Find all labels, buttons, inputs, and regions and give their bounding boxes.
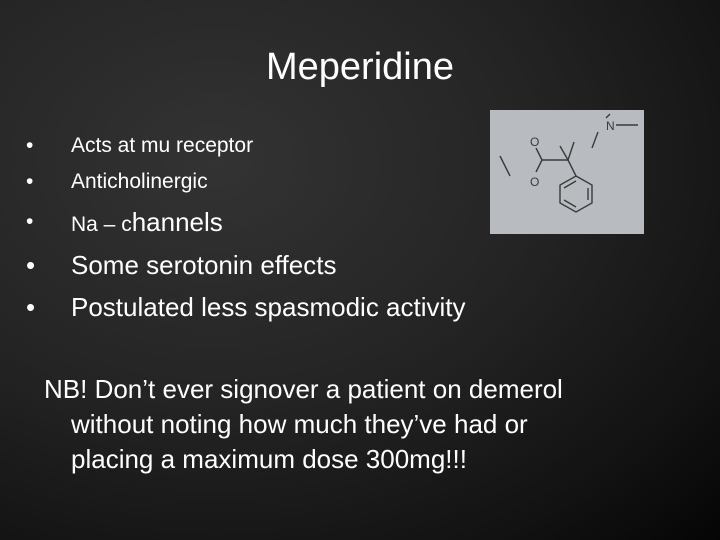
bond — [560, 146, 568, 160]
bullet-item — [26, 286, 586, 328]
bond — [592, 132, 598, 148]
bullet-text-large: hannels — [131, 207, 223, 237]
bond — [606, 114, 610, 118]
bullet-text: Anticholinergic — [71, 170, 208, 193]
bullet-dot: • — [26, 250, 36, 280]
bond — [536, 160, 542, 172]
note-paragraph — [44, 372, 684, 477]
bullet-dot: • — [26, 134, 34, 157]
bullet-item — [26, 244, 586, 286]
bullet-text: Postulated less spasmodic activity — [71, 292, 466, 322]
bullet-dot: • — [26, 292, 36, 322]
atom-label-o-top: O — [530, 135, 540, 149]
bond — [536, 148, 542, 160]
bullet-text: Some serotonin effects — [71, 250, 337, 280]
bond — [568, 160, 576, 176]
bond — [568, 142, 574, 160]
meperidine-structure-image — [490, 110, 644, 234]
bullet-text-small: Na – c — [71, 213, 132, 236]
note-line: without noting how much they’ve had or — [71, 409, 528, 439]
bullet-dot: • — [26, 170, 34, 193]
note-line: placing a maximum dose 300mg!!! — [71, 444, 467, 474]
chemical-structure-diagram — [490, 110, 644, 234]
slide-title: Meperidine — [266, 46, 454, 88]
bullet-text: Acts at mu receptor — [71, 134, 254, 157]
atom-label-o-bottom: O — [530, 175, 540, 189]
note-line: NB! Don’t ever signover a patient on demerol — [44, 374, 563, 404]
bond — [500, 156, 510, 176]
atom-label-n: N — [606, 119, 615, 133]
bullet-dot: • — [26, 210, 34, 233]
